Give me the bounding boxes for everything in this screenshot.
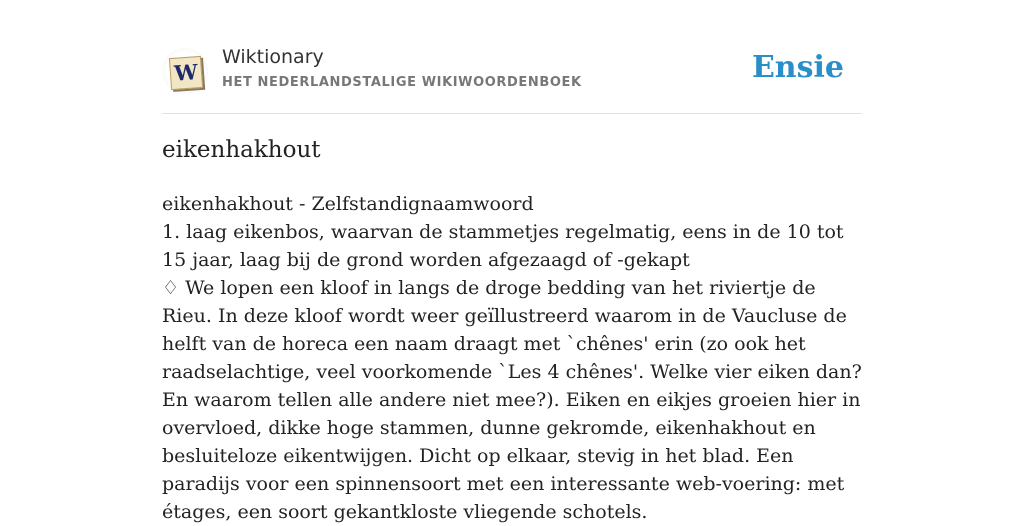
logo-letter: W [173, 59, 199, 86]
site-name[interactable]: Wiktionary [222, 46, 324, 68]
entry-content [162, 190, 862, 526]
definition-text: 1. laag eikenbos, waarvan de stammetjes regelmatig, eens in de 10 tot 15 jaar, laag bij de grond worden afgezaagd of -gekapt [162, 221, 844, 271]
logo-tile [169, 56, 203, 90]
site-tagline: HET NEDERLANDSTALIGE WIKIWOORDENBOEK [222, 75, 582, 90]
wiktionary-logo-icon[interactable] [162, 48, 208, 94]
word-class-line: eikenhakhout - Zelfstandignaamwoord [162, 193, 534, 215]
entry-title: eikenhakhout [162, 137, 321, 163]
site-header [162, 44, 862, 100]
ensie-brand-logo[interactable]: Ensie [751, 50, 844, 85]
header-divider [162, 113, 862, 114]
example-text: ♢ We lopen een kloof in langs de droge bedding van het riviertje de Rieu. In deze kloof wordt weer geïllustreerd waarom in de Vaucluse de helft van de horeca een naam draagt met `chênes' erin (zo ook het raadselachtige, veel voorkomende `Les 4 chênes'. Welke vier eiken dan? En waarom tellen alle andere niet mee?). Eiken en eikjes groeien hier in overvloed, dikke hoge stammen, dunne gekromde, eikenhakhout en besluiteloze eikentwijgen. Dicht op elkaar, stevig in het blad. Een paradijs voor een spinnensoort met een interessante web-voering: met étages, een soort gekantkloste vliegende schotels. [162, 277, 862, 523]
